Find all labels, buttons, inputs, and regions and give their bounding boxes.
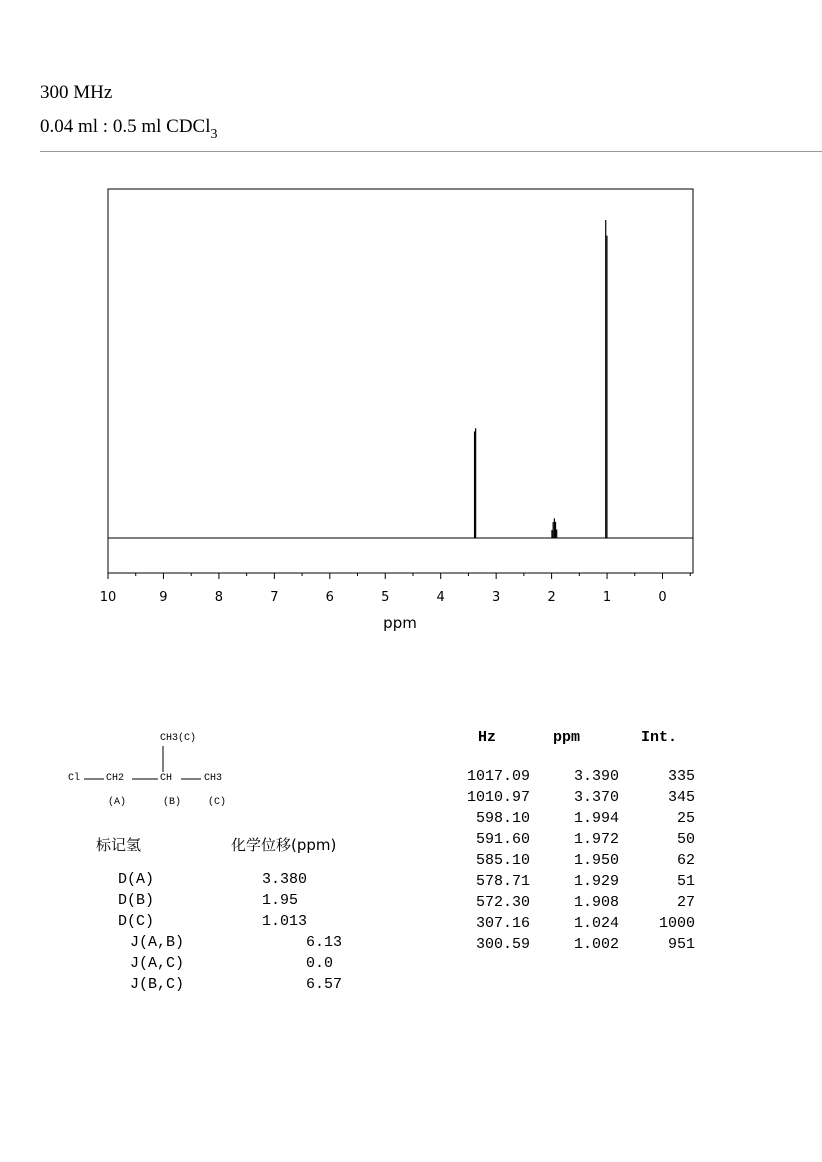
peak-hz: 300.59	[475, 936, 530, 953]
assignment-value: 1.013	[262, 913, 308, 930]
peak-ppm: 3.390	[573, 768, 619, 785]
peak-int: 51	[676, 873, 695, 890]
peak-int: 50	[676, 831, 695, 848]
x-tick-label-4: 4	[436, 590, 445, 605]
assignment-label: J(B,C)	[130, 976, 185, 993]
structure-label-a: (A)	[108, 797, 127, 808]
assignment-value: 0.0	[306, 955, 334, 972]
peak-table-header-int: Int.	[641, 729, 678, 746]
x-tick-label-9: 9	[159, 590, 168, 605]
peak-hz: 598.10	[475, 810, 530, 827]
peak-hz: 1010.97	[466, 789, 530, 806]
peak-hz: 591.60	[475, 831, 530, 848]
peak-hz: 578.71	[475, 873, 530, 890]
structure-label-b: (B)	[163, 797, 182, 808]
assignment-header-shift: 化学位移(ppm)	[231, 836, 337, 854]
assignment-label: J(A,B)	[130, 934, 185, 951]
x-tick-label-8: 8	[214, 590, 224, 605]
sample-text: 0.04 ml : 0.5 ml CDCl	[40, 116, 211, 137]
peak-ppm: 1.929	[573, 873, 619, 890]
assignment-label: D(B)	[118, 892, 155, 909]
x-tick-label-7: 7	[270, 590, 279, 605]
x-tick-label-10: 10	[99, 590, 117, 605]
peak-int: 62	[676, 852, 695, 869]
assignment-value: 3.380	[262, 871, 308, 888]
peak-hz: 572.30	[475, 894, 530, 911]
x-tick-label-6: 6	[325, 590, 334, 605]
peak-ppm: 1.024	[573, 915, 619, 932]
x-tick-label-3: 3	[492, 590, 501, 605]
sample-subscript: 3	[210, 127, 218, 142]
peak-int: 345	[667, 789, 695, 806]
structure-label-c: (C)	[208, 797, 227, 808]
peak-int: 1000	[658, 915, 695, 932]
peak-int: 25	[676, 810, 695, 827]
peak-ppm: 1.994	[573, 810, 619, 827]
peak-hz: 585.10	[475, 852, 530, 869]
x-tick-label-1: 1	[602, 590, 612, 605]
structure-ch2: CH2	[106, 773, 125, 784]
structure-ch: CH	[160, 773, 173, 784]
assignment-header-label: 标记氢	[96, 836, 142, 854]
peak-ppm: 3.370	[573, 789, 619, 806]
spectrometer-frequency: 300 MHz	[40, 82, 113, 103]
peak-int: 951	[667, 936, 695, 953]
assignment-value: 6.13	[306, 934, 343, 951]
peak-ppm: 1.908	[573, 894, 619, 911]
peak-hz: 307.16	[475, 915, 530, 932]
assignment-value: 1.95	[262, 892, 299, 909]
peak-int: 27	[676, 894, 695, 911]
peak-table-header-hz: Hz	[478, 729, 497, 746]
structure-ch3: CH3	[204, 773, 223, 784]
peak-hz: 1017.09	[466, 768, 530, 785]
assignment-value: 6.57	[306, 976, 343, 993]
assignment-label: D(A)	[118, 871, 155, 888]
peak-table-header-ppm: ppm	[553, 729, 581, 746]
x-tick-label-0: 0	[658, 590, 667, 605]
x-tick-label-2: 2	[547, 590, 556, 605]
x-tick-label-5: 5	[381, 590, 390, 605]
peak-ppm: 1.950	[573, 852, 619, 869]
structure-ch3-top: CH3(C)	[160, 733, 197, 744]
peak-ppm: 1.002	[573, 936, 619, 953]
assignment-label: J(A,C)	[130, 955, 185, 972]
x-axis-label: ppm	[383, 614, 417, 632]
peak-int: 335	[667, 768, 695, 785]
structure-cl: Cl	[68, 773, 81, 784]
peak-ppm: 1.972	[573, 831, 619, 848]
assignment-label: D(C)	[118, 913, 155, 930]
